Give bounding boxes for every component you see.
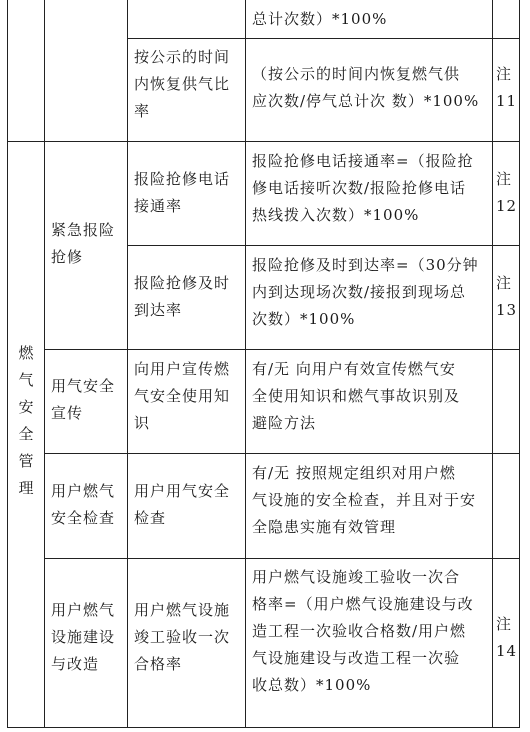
formula-cell <box>252 460 476 541</box>
grid-line <box>492 0 493 727</box>
subcategory-line: 宣传 <box>51 404 84 422</box>
note-line: 注 <box>496 274 513 292</box>
subcategory-line: 用户燃气 <box>51 601 116 619</box>
subcategory-line: 紧急报险 <box>51 221 116 239</box>
formula-line: 全隐患实施有效管理 <box>252 518 397 536</box>
subcategory-cell <box>51 373 115 427</box>
formula-cell <box>252 356 460 437</box>
indicator-line: 合格率 <box>134 655 183 673</box>
indicator-line: 用户燃气设施 <box>134 601 231 619</box>
formula-cell <box>252 61 479 115</box>
formula-line: 应次数/停气总计次 数）*100% <box>252 92 480 110</box>
formula-line: 气设施建设与改造工程一次验 <box>252 649 461 667</box>
formula-line: 报险抢修电话接通率=（报险抢 <box>252 152 474 170</box>
note-line: 注 <box>496 615 513 633</box>
formula-line: 报险抢修及时到达率=（30分钟 <box>252 256 479 274</box>
grid-line <box>245 0 246 727</box>
subcategory-line: 设施建设 <box>51 628 116 646</box>
formula-line: 修电话接听次数/报险抢修电话 <box>252 179 467 197</box>
formula-cell <box>252 252 479 333</box>
indicator-cell <box>134 270 230 324</box>
formula-line: 用户燃气设施竣工验收一次合 <box>252 568 461 586</box>
formula-line: 有/无 按照规定组织对用户燃 <box>252 464 456 482</box>
formula-line: 避险方法 <box>252 414 317 432</box>
subcategory-cell <box>51 597 115 678</box>
note-cell <box>496 61 517 115</box>
indicator-line: 竣工验收一次 <box>134 628 231 646</box>
grid-line <box>7 141 520 142</box>
formula-line: 气设施的安全检查，并且对于安 <box>252 491 477 509</box>
subcategory-cell <box>51 478 115 532</box>
indicator-cell <box>134 597 230 678</box>
indicator-line: 率 <box>134 102 151 120</box>
indicator-line: 到达率 <box>134 301 183 319</box>
category-char: 理 <box>18 479 34 497</box>
note-line: 13 <box>496 301 518 319</box>
category-char: 气 <box>18 371 34 389</box>
category-char: 管 <box>18 452 34 470</box>
indicator-line: 报险抢修电话 <box>134 170 231 188</box>
indicator-line: 向用户宣传燃 <box>134 360 231 378</box>
indicator-line: 气安全使用知 <box>134 387 231 405</box>
grid-line <box>7 727 520 728</box>
indicator-line: 接通率 <box>134 197 183 215</box>
formula-line: 次数）*100% <box>252 310 356 328</box>
formula-line: 全使用知识和燃气事故识别及 <box>252 387 461 405</box>
indicator-cell <box>134 478 230 532</box>
indicator-cell <box>134 44 230 125</box>
grid-line <box>7 0 8 727</box>
note-cell <box>496 166 517 220</box>
note-cell <box>496 611 517 665</box>
formula-cell <box>252 564 474 699</box>
grid-line <box>44 453 520 454</box>
formula-line: 有/无 向用户有效宣传燃气安 <box>252 360 456 378</box>
indicator-line: 用户用气安全 <box>134 482 231 500</box>
note-cell <box>496 270 517 324</box>
note-line: 注 <box>496 65 513 83</box>
indicator-line: 报险抢修及时 <box>134 274 231 292</box>
note-line: 11 <box>496 92 518 110</box>
formula-line: 格率=（用户燃气设施建设与改 <box>252 595 474 613</box>
formula-line: 造工程一次验收合格数/用户燃 <box>252 622 467 640</box>
category-cell <box>16 340 36 502</box>
category-char: 燃 <box>18 344 34 362</box>
subcategory-line: 与改造 <box>51 655 100 673</box>
category-char: 安 <box>18 398 34 416</box>
indicator-line: 检查 <box>134 509 167 527</box>
indicator-cell <box>134 356 230 437</box>
grid-line <box>44 0 45 727</box>
category-char: 全 <box>18 425 34 443</box>
grid-line <box>127 38 520 39</box>
grid-line <box>44 349 520 350</box>
grid-line <box>127 0 128 727</box>
grid-line <box>519 0 520 727</box>
indicator-cell <box>134 166 230 220</box>
formula-line: 热线拨入次数）*100% <box>252 206 420 224</box>
grid-line <box>44 558 520 559</box>
indicator-line: 按公示的时间 <box>134 48 231 66</box>
note-line: 注 <box>496 170 513 188</box>
formula-line: 收总数）*100% <box>252 676 372 694</box>
subcategory-line: 抢修 <box>51 248 84 266</box>
formula-cell <box>252 148 474 229</box>
indicator-line: 内恢复供气比 <box>134 75 231 93</box>
formula-line: 总计次数）*100% <box>252 10 388 28</box>
formula-cell <box>252 6 387 33</box>
formula-line: 内到达现场次数/接报到现场总 <box>252 283 467 301</box>
grid-line <box>127 245 520 246</box>
subcategory-cell <box>51 217 115 271</box>
formula-line: （按公示的时间内恢复燃气供 <box>252 65 461 83</box>
subcategory-line: 用户燃气 <box>51 482 116 500</box>
note-line: 14 <box>496 642 518 660</box>
subcategory-line: 用气安全 <box>51 377 116 395</box>
subcategory-line: 安全检查 <box>51 509 116 527</box>
indicator-line: 识 <box>134 414 151 432</box>
note-line: 12 <box>496 197 518 215</box>
